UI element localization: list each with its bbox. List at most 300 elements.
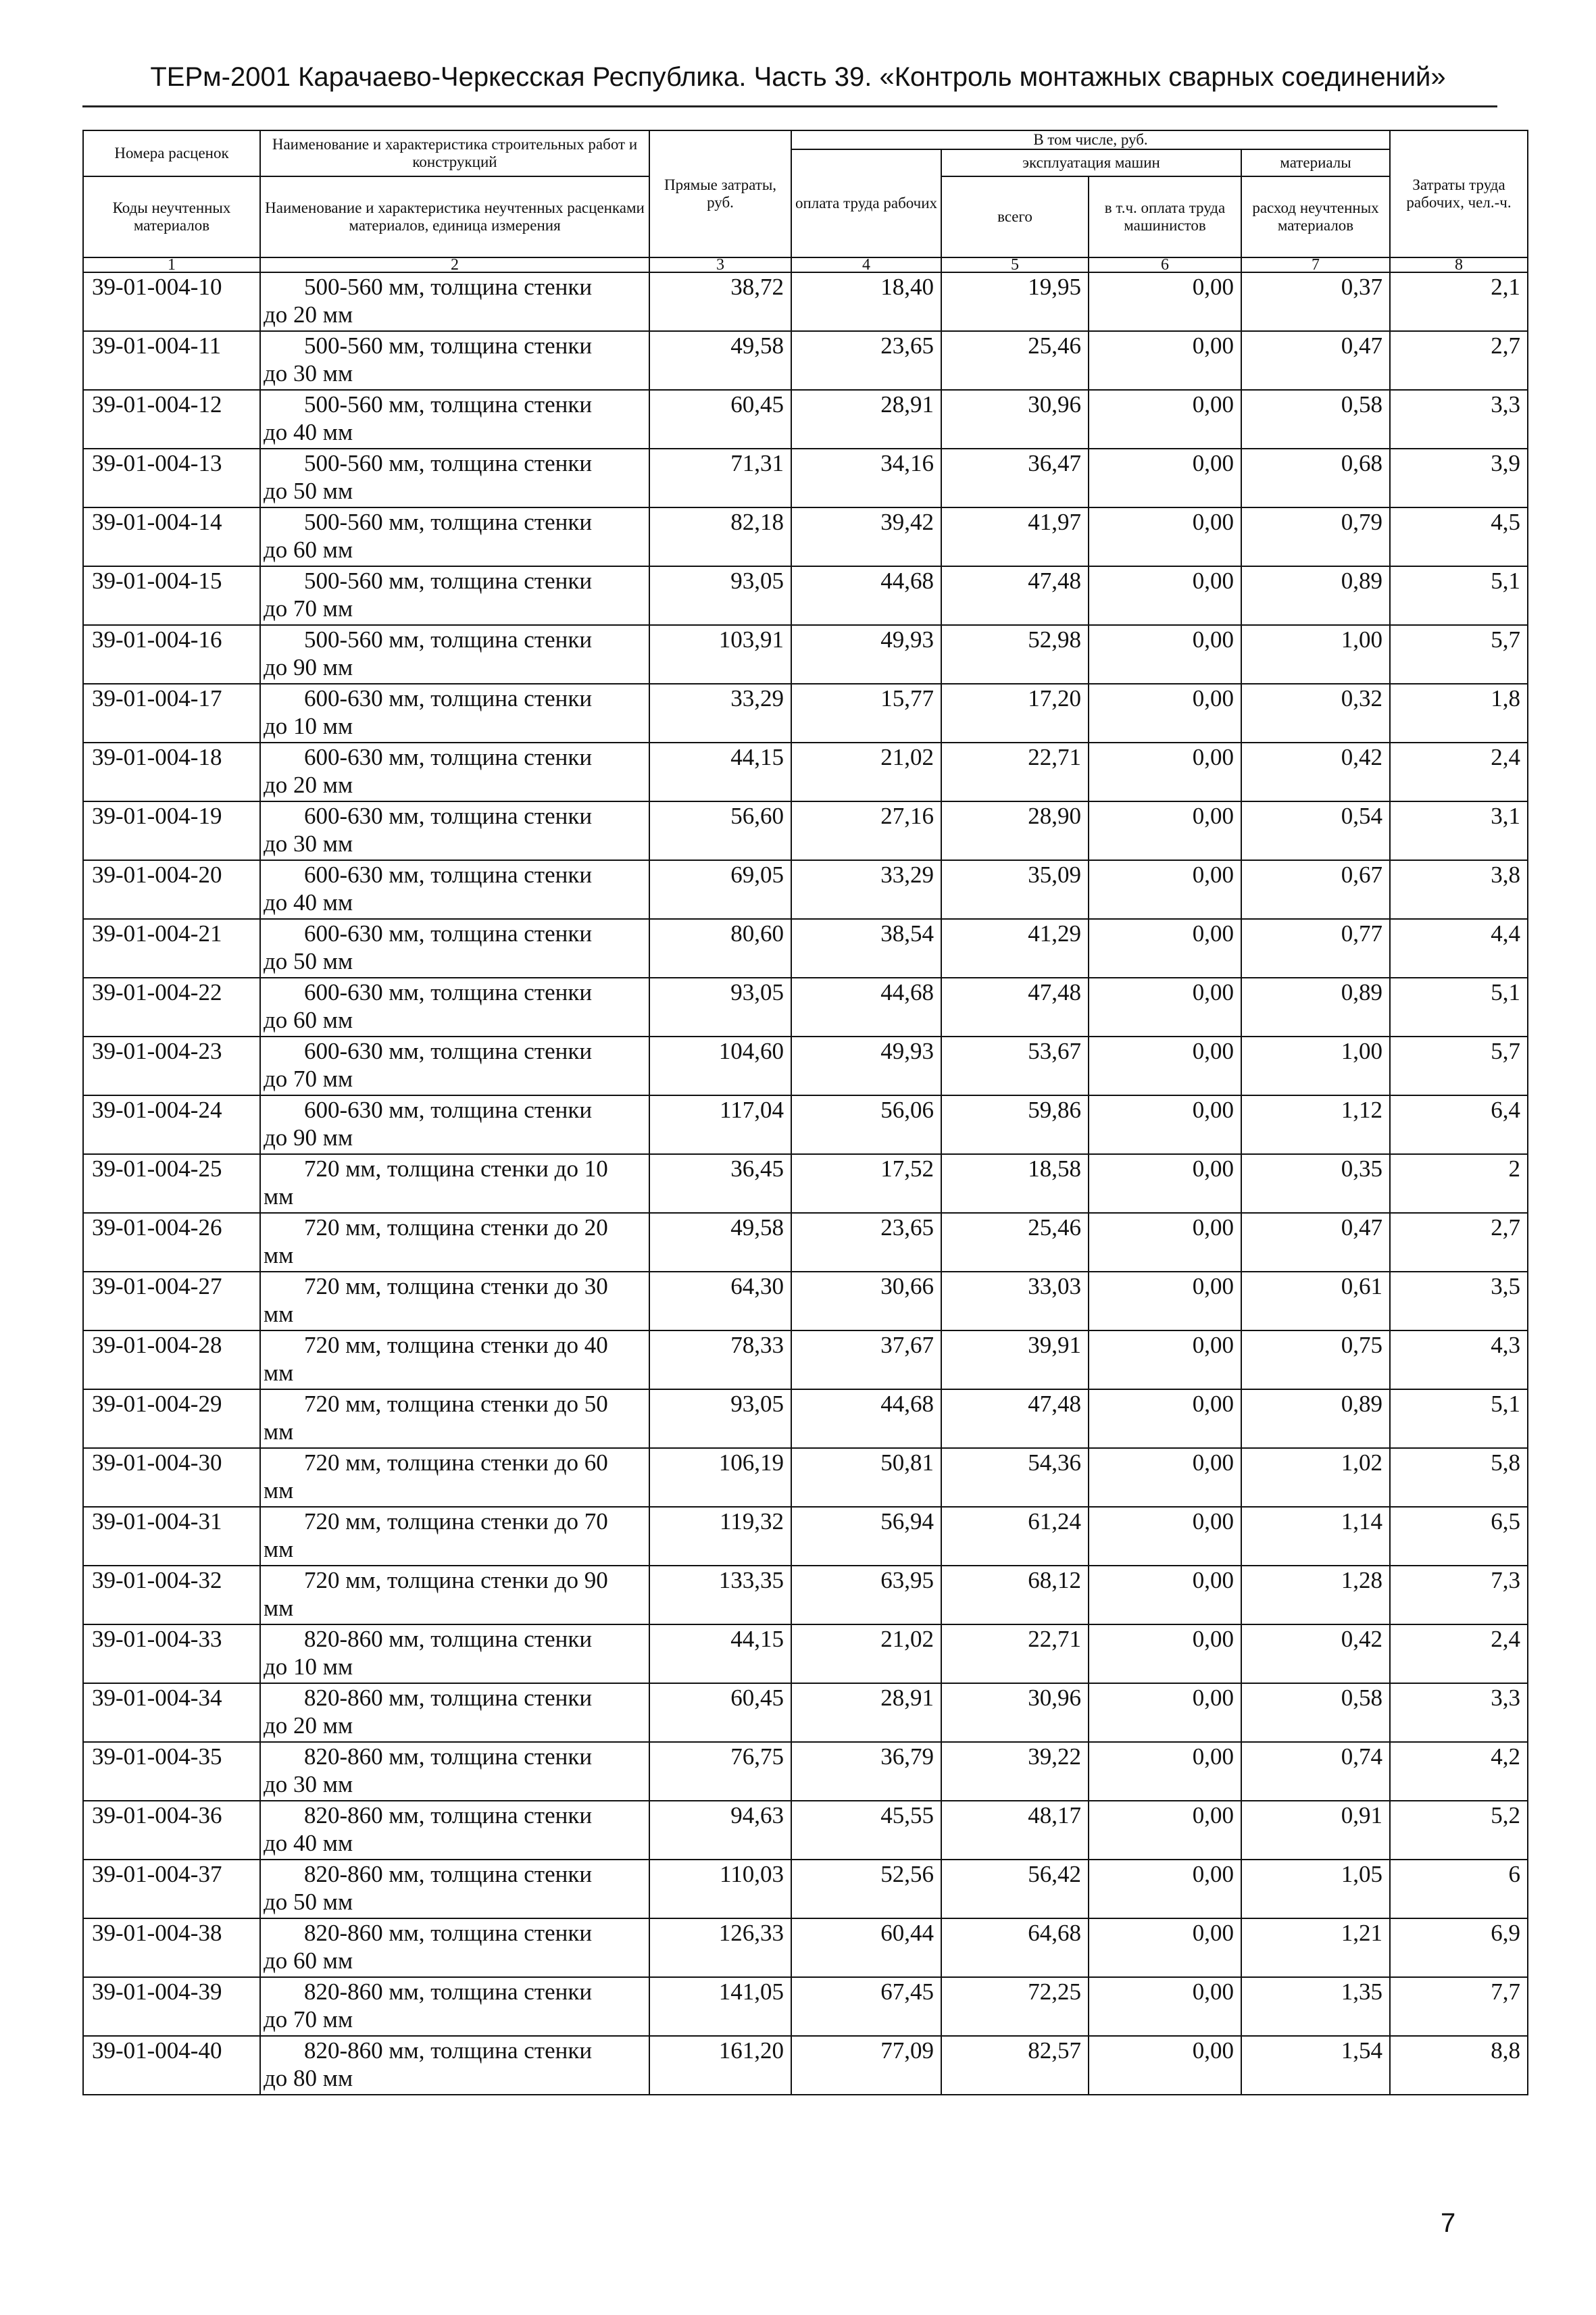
description-line-2: мм [264, 1183, 294, 1210]
machines-total-cell: 47,48 [941, 1389, 1089, 1448]
table-row [83, 1977, 1528, 2036]
worker-pay-cell: 39,42 [791, 507, 941, 566]
rate-code-cell: 39-01-004-39 [83, 1977, 260, 2036]
material-usage-cell: 0,77 [1241, 919, 1390, 978]
direct-cost-cell: 44,15 [649, 1624, 791, 1683]
rate-code-cell: 39-01-004-36 [83, 1801, 260, 1860]
direct-cost-cell: 141,05 [649, 1977, 791, 2036]
labor-hours-cell: 2,7 [1390, 331, 1528, 390]
description-cell [260, 1095, 649, 1154]
machines-total-cell: 25,46 [941, 331, 1089, 390]
direct-cost-cell: 60,45 [649, 1683, 791, 1742]
operator-pay-cell: 0,00 [1089, 1801, 1241, 1860]
description-cell [260, 860, 649, 919]
description-cell [260, 684, 649, 743]
worker-pay-cell: 34,16 [791, 449, 941, 507]
direct-cost-cell: 103,91 [649, 625, 791, 684]
table-row [83, 566, 1528, 625]
direct-cost-cell: 71,31 [649, 449, 791, 507]
material-usage-cell: 0,74 [1241, 1742, 1390, 1801]
description-line-2: до 50 мм [264, 1889, 353, 1915]
header-material-codes: Коды неучтенных материалов [83, 176, 260, 257]
rate-code-cell: 39-01-004-21 [83, 919, 260, 978]
worker-pay-cell: 33,29 [791, 860, 941, 919]
machines-total-cell: 28,90 [941, 801, 1089, 860]
rate-code-cell: 39-01-004-22 [83, 978, 260, 1037]
operator-pay-cell: 0,00 [1089, 684, 1241, 743]
labor-hours-cell: 2,7 [1390, 1213, 1528, 1272]
description-cell [260, 801, 649, 860]
description-line-1: 600-630 мм, толщина стенки [304, 920, 593, 947]
operator-pay-cell: 0,00 [1089, 1272, 1241, 1330]
operator-pay-cell: 0,00 [1089, 1742, 1241, 1801]
description-line-1: 720 мм, толщина стенки до 70 [304, 1508, 608, 1535]
rate-code-cell: 39-01-004-28 [83, 1330, 260, 1389]
header-material-usage: расход неучтенных материалов [1241, 176, 1390, 257]
direct-cost-cell: 133,35 [649, 1566, 791, 1624]
material-usage-cell: 1,28 [1241, 1566, 1390, 1624]
machines-total-cell: 68,12 [941, 1566, 1089, 1624]
rate-code-cell: 39-01-004-33 [83, 1624, 260, 1683]
worker-pay-cell: 37,67 [791, 1330, 941, 1389]
column-number: 8 [1390, 257, 1528, 272]
description-line-2: до 20 мм [264, 772, 353, 798]
table-row [83, 625, 1528, 684]
machines-total-cell: 17,20 [941, 684, 1089, 743]
labor-hours-cell: 6,9 [1390, 1918, 1528, 1977]
direct-cost-cell: 60,45 [649, 390, 791, 449]
labor-hours-cell: 2,1 [1390, 272, 1528, 331]
table-row [83, 1389, 1528, 1448]
description-line-2: мм [264, 1418, 294, 1445]
worker-pay-cell: 23,65 [791, 1213, 941, 1272]
rate-code-cell: 39-01-004-23 [83, 1037, 260, 1095]
operator-pay-cell: 0,00 [1089, 1154, 1241, 1213]
direct-cost-cell: 44,15 [649, 743, 791, 801]
labor-hours-cell: 5,7 [1390, 1037, 1528, 1095]
labor-hours-cell: 5,2 [1390, 1801, 1528, 1860]
description-cell [260, 1977, 649, 2036]
operator-pay-cell: 0,00 [1089, 566, 1241, 625]
description-line-2: мм [264, 1477, 294, 1503]
description-line-2: до 70 мм [264, 1066, 353, 1092]
operator-pay-cell: 0,00 [1089, 449, 1241, 507]
description-line-1: 600-630 мм, толщина стенки [304, 862, 593, 888]
description-line-2: до 30 мм [264, 830, 353, 857]
column-number: 7 [1241, 257, 1390, 272]
direct-cost-cell: 49,58 [649, 331, 791, 390]
material-usage-cell: 1,14 [1241, 1507, 1390, 1566]
material-usage-cell: 0,32 [1241, 684, 1390, 743]
description-line-1: 820-860 мм, толщина стенки [304, 1920, 593, 1946]
description-line-2: до 30 мм [264, 360, 353, 387]
direct-cost-cell: 104,60 [649, 1037, 791, 1095]
worker-pay-cell: 36,79 [791, 1742, 941, 1801]
operator-pay-cell: 0,00 [1089, 1389, 1241, 1448]
description-cell [260, 1918, 649, 1977]
column-number: 6 [1089, 257, 1241, 272]
table-row [83, 978, 1528, 1037]
description-cell [260, 566, 649, 625]
machines-total-cell: 72,25 [941, 1977, 1089, 2036]
description-cell [260, 1154, 649, 1213]
description-line-1: 500-560 мм, толщина стенки [304, 509, 593, 535]
labor-hours-cell: 4,2 [1390, 1742, 1528, 1801]
operator-pay-cell: 0,00 [1089, 1037, 1241, 1095]
table-row [83, 1272, 1528, 1330]
machines-total-cell: 30,96 [941, 390, 1089, 449]
description-line-2: до 10 мм [264, 1653, 353, 1680]
material-usage-cell: 1,21 [1241, 1918, 1390, 1977]
description-line-2: до 60 мм [264, 537, 353, 563]
description-line-2: до 80 мм [264, 2065, 353, 2091]
rate-code-cell: 39-01-004-24 [83, 1095, 260, 1154]
description-line-2: до 40 мм [264, 419, 353, 445]
table-row [83, 1330, 1528, 1389]
labor-hours-cell: 2,4 [1390, 743, 1528, 801]
table-row [83, 1801, 1528, 1860]
description-cell [260, 1624, 649, 1683]
description-line-1: 820-860 мм, толщина стенки [304, 1685, 593, 1711]
description-line-2: до 90 мм [264, 654, 353, 680]
machines-total-cell: 53,67 [941, 1037, 1089, 1095]
material-usage-cell: 0,67 [1241, 860, 1390, 919]
rate-code-cell: 39-01-004-34 [83, 1683, 260, 1742]
header-including: В том числе, руб. [791, 130, 1390, 149]
operator-pay-cell: 0,00 [1089, 1566, 1241, 1624]
description-line-2: до 60 мм [264, 1007, 353, 1033]
labor-hours-cell: 3,8 [1390, 860, 1528, 919]
labor-hours-cell: 7,3 [1390, 1566, 1528, 1624]
direct-cost-cell: 78,33 [649, 1330, 791, 1389]
table-row [83, 1683, 1528, 1742]
worker-pay-cell: 60,44 [791, 1918, 941, 1977]
description-cell [260, 1448, 649, 1507]
description-cell [260, 390, 649, 449]
table-row [83, 390, 1528, 449]
labor-hours-cell: 3,3 [1390, 1683, 1528, 1742]
description-cell [260, 1037, 649, 1095]
description-line-1: 720 мм, толщина стенки до 50 [304, 1391, 608, 1417]
rate-code-cell: 39-01-004-38 [83, 1918, 260, 1977]
operator-pay-cell: 0,00 [1089, 1918, 1241, 1977]
rate-code-cell: 39-01-004-29 [83, 1389, 260, 1448]
table-row [83, 507, 1528, 566]
description-line-2: до 90 мм [264, 1124, 353, 1151]
column-numbers-row [83, 257, 1528, 272]
worker-pay-cell: 17,52 [791, 1154, 941, 1213]
worker-pay-cell: 52,56 [791, 1860, 941, 1918]
labor-hours-cell: 2 [1390, 1154, 1528, 1213]
operator-pay-cell: 0,00 [1089, 1977, 1241, 2036]
rate-code-cell: 39-01-004-13 [83, 449, 260, 507]
material-usage-cell: 0,54 [1241, 801, 1390, 860]
table-row [83, 1037, 1528, 1095]
worker-pay-cell: 49,93 [791, 625, 941, 684]
description-line-2: до 40 мм [264, 889, 353, 916]
description-cell [260, 919, 649, 978]
labor-hours-cell: 3,5 [1390, 1272, 1528, 1330]
header-work-description: Наименование и характеристика строительных работ и конструкций [260, 130, 649, 176]
labor-hours-cell: 5,7 [1390, 625, 1528, 684]
operator-pay-cell: 0,00 [1089, 1683, 1241, 1742]
material-usage-cell: 0,75 [1241, 1330, 1390, 1389]
machines-total-cell: 61,24 [941, 1507, 1089, 1566]
description-line-2: мм [264, 1242, 294, 1268]
operator-pay-cell: 0,00 [1089, 978, 1241, 1037]
labor-hours-cell: 3,1 [1390, 801, 1528, 860]
rate-code-cell: 39-01-004-32 [83, 1566, 260, 1624]
description-line-2: до 10 мм [264, 713, 353, 739]
material-usage-cell: 1,12 [1241, 1095, 1390, 1154]
description-line-1: 500-560 мм, толщина стенки [304, 626, 593, 653]
worker-pay-cell: 67,45 [791, 1977, 941, 2036]
description-line-2: до 40 мм [264, 1830, 353, 1856]
description-cell [260, 1507, 649, 1566]
table-row [83, 684, 1528, 743]
operator-pay-cell: 0,00 [1089, 801, 1241, 860]
column-number: 2 [260, 257, 649, 272]
rate-code-cell: 39-01-004-20 [83, 860, 260, 919]
machines-total-cell: 25,46 [941, 1213, 1089, 1272]
rate-code-cell: 39-01-004-35 [83, 1742, 260, 1801]
description-cell [260, 1566, 649, 1624]
operator-pay-cell: 0,00 [1089, 1860, 1241, 1918]
description-line-1: 500-560 мм, толщина стенки [304, 450, 593, 476]
labor-hours-cell: 5,1 [1390, 978, 1528, 1037]
material-usage-cell: 0,42 [1241, 1624, 1390, 1683]
description-line-1: 600-630 мм, толщина стенки [304, 979, 593, 1005]
column-number: 4 [791, 257, 941, 272]
material-usage-cell: 1,54 [1241, 2036, 1390, 2095]
worker-pay-cell: 28,91 [791, 1683, 941, 1742]
description-line-2: мм [264, 1595, 294, 1621]
labor-hours-cell: 1,8 [1390, 684, 1528, 743]
table-row [83, 1213, 1528, 1272]
rate-code-cell: 39-01-004-30 [83, 1448, 260, 1507]
material-usage-cell: 0,47 [1241, 331, 1390, 390]
column-number: 5 [941, 257, 1089, 272]
header-machine-operation: эксплуатация машин [941, 149, 1241, 176]
page-title: ТЕРм-2001 Карачаево-Черкесская Республика. Часть 39. «Контроль монтажных сварных соединений» [150, 62, 1446, 92]
machines-total-cell: 59,86 [941, 1095, 1089, 1154]
header-direct-costs: Прямые затраты, руб. [649, 130, 791, 257]
rate-code-cell: 39-01-004-26 [83, 1213, 260, 1272]
table-row [83, 801, 1528, 860]
operator-pay-cell: 0,00 [1089, 919, 1241, 978]
labor-hours-cell: 5,8 [1390, 1448, 1528, 1507]
rate-code-cell: 39-01-004-14 [83, 507, 260, 566]
direct-cost-cell: 36,45 [649, 1154, 791, 1213]
material-usage-cell: 0,42 [1241, 743, 1390, 801]
description-line-2: до 70 мм [264, 595, 353, 622]
labor-hours-cell: 3,9 [1390, 449, 1528, 507]
worker-pay-cell: 56,94 [791, 1507, 941, 1566]
operator-pay-cell: 0,00 [1089, 1095, 1241, 1154]
labor-hours-cell: 4,3 [1390, 1330, 1528, 1389]
labor-hours-cell: 8,8 [1390, 2036, 1528, 2095]
operator-pay-cell: 0,00 [1089, 390, 1241, 449]
direct-cost-cell: 64,30 [649, 1272, 791, 1330]
description-line-1: 820-860 мм, толщина стенки [304, 1802, 593, 1828]
description-line-1: 500-560 мм, толщина стенки [304, 391, 593, 418]
description-line-2: до 50 мм [264, 478, 353, 504]
worker-pay-cell: 23,65 [791, 331, 941, 390]
machines-total-cell: 33,03 [941, 1272, 1089, 1330]
description-cell [260, 1330, 649, 1389]
material-usage-cell: 1,05 [1241, 1860, 1390, 1918]
table-row [83, 1448, 1528, 1507]
column-number: 1 [83, 257, 260, 272]
description-line-2: до 20 мм [264, 301, 353, 328]
machines-total-cell: 47,48 [941, 566, 1089, 625]
description-cell [260, 331, 649, 390]
operator-pay-cell: 0,00 [1089, 1507, 1241, 1566]
material-usage-cell: 0,89 [1241, 566, 1390, 625]
labor-hours-cell: 4,4 [1390, 919, 1528, 978]
header-worker-pay: оплата труда рабочих [791, 149, 941, 257]
description-line-1: 720 мм, толщина стенки до 20 [304, 1214, 608, 1241]
rate-code-cell: 39-01-004-18 [83, 743, 260, 801]
material-usage-cell: 0,58 [1241, 1683, 1390, 1742]
direct-cost-cell: 38,72 [649, 272, 791, 331]
table-row [83, 860, 1528, 919]
description-line-1: 820-860 мм, толщина стенки [304, 2037, 593, 2064]
page-number: 7 [1441, 2208, 1456, 2238]
description-cell [260, 1860, 649, 1918]
description-line-1: 820-860 мм, толщина стенки [304, 1626, 593, 1652]
description-cell [260, 1213, 649, 1272]
worker-pay-cell: 27,16 [791, 801, 941, 860]
machines-total-cell: 22,71 [941, 1624, 1089, 1683]
rate-code-cell: 39-01-004-27 [83, 1272, 260, 1330]
table-row [83, 331, 1528, 390]
table-row [83, 1507, 1528, 1566]
description-line-1: 600-630 мм, толщина стенки [304, 1038, 593, 1064]
material-usage-cell: 0,91 [1241, 1801, 1390, 1860]
operator-pay-cell: 0,00 [1089, 331, 1241, 390]
material-usage-cell: 0,89 [1241, 1389, 1390, 1448]
machines-total-cell: 64,68 [941, 1918, 1089, 1977]
worker-pay-cell: 28,91 [791, 390, 941, 449]
description-cell [260, 1272, 649, 1330]
table-row [83, 1742, 1528, 1801]
worker-pay-cell: 77,09 [791, 2036, 941, 2095]
worker-pay-cell: 30,66 [791, 1272, 941, 1330]
labor-hours-cell: 5,1 [1390, 1389, 1528, 1448]
operator-pay-cell: 0,00 [1089, 1330, 1241, 1389]
description-line-1: 600-630 мм, толщина стенки [304, 744, 593, 770]
description-line-2: до 30 мм [264, 1771, 353, 1797]
rate-code-cell: 39-01-004-15 [83, 566, 260, 625]
table-body [83, 272, 1528, 2095]
description-line-2: до 70 мм [264, 2006, 353, 2033]
worker-pay-cell: 38,54 [791, 919, 941, 978]
rate-code-cell: 39-01-004-10 [83, 272, 260, 331]
worker-pay-cell: 44,68 [791, 1389, 941, 1448]
description-cell [260, 978, 649, 1037]
direct-cost-cell: 93,05 [649, 1389, 791, 1448]
labor-hours-cell: 6,4 [1390, 1095, 1528, 1154]
worker-pay-cell: 63,95 [791, 1566, 941, 1624]
header-materials: материалы [1241, 149, 1390, 176]
machines-total-cell: 19,95 [941, 272, 1089, 331]
worker-pay-cell: 50,81 [791, 1448, 941, 1507]
machines-total-cell: 54,36 [941, 1448, 1089, 1507]
table-row [83, 1860, 1528, 1918]
title-rule [82, 105, 1497, 107]
description-line-1: 720 мм, толщина стенки до 40 [304, 1332, 608, 1358]
description-line-1: 500-560 мм, толщина стенки [304, 274, 593, 300]
description-line-1: 720 мм, толщина стенки до 10 [304, 1155, 608, 1182]
description-line-1: 600-630 мм, толщина стенки [304, 803, 593, 829]
direct-cost-cell: 69,05 [649, 860, 791, 919]
description-line-2: мм [264, 1536, 294, 1562]
column-number: 3 [649, 257, 791, 272]
header-operator-pay: в т.ч. оплата труда машинистов [1089, 176, 1241, 257]
machines-total-cell: 39,91 [941, 1330, 1089, 1389]
description-cell [260, 1742, 649, 1801]
operator-pay-cell: 0,00 [1089, 860, 1241, 919]
direct-cost-cell: 80,60 [649, 919, 791, 978]
material-usage-cell: 1,00 [1241, 1037, 1390, 1095]
worker-pay-cell: 49,93 [791, 1037, 941, 1095]
description-line-1: 720 мм, толщина стенки до 90 [304, 1567, 608, 1593]
description-cell [260, 743, 649, 801]
rate-code-cell: 39-01-004-17 [83, 684, 260, 743]
description-line-1: 820-860 мм, толщина стенки [304, 1861, 593, 1887]
description-line-1: 820-860 мм, толщина стенки [304, 1978, 593, 2005]
machines-total-cell: 48,17 [941, 1801, 1089, 1860]
description-line-2: до 60 мм [264, 1947, 353, 1974]
material-usage-cell: 0,79 [1241, 507, 1390, 566]
direct-cost-cell: 76,75 [649, 1742, 791, 1801]
price-table [82, 130, 1528, 2095]
description-cell [260, 625, 649, 684]
worker-pay-cell: 44,68 [791, 566, 941, 625]
description-line-1: 820-860 мм, толщина стенки [304, 1743, 593, 1770]
description-cell [260, 449, 649, 507]
header-machines-total: всего [941, 176, 1089, 257]
worker-pay-cell: 45,55 [791, 1801, 941, 1860]
labor-hours-cell: 6 [1390, 1860, 1528, 1918]
header-material-description: Наименование и характеристика неучтенных расценками материалов, единица измерения [260, 176, 649, 257]
direct-cost-cell: 56,60 [649, 801, 791, 860]
material-usage-cell: 0,37 [1241, 272, 1390, 331]
material-usage-cell: 0,61 [1241, 1272, 1390, 1330]
worker-pay-cell: 44,68 [791, 978, 941, 1037]
description-line-2: мм [264, 1360, 294, 1386]
direct-cost-cell: 117,04 [649, 1095, 791, 1154]
description-cell [260, 507, 649, 566]
rate-code-cell: 39-01-004-16 [83, 625, 260, 684]
table-row [83, 272, 1528, 331]
table-row [83, 1918, 1528, 1977]
direct-cost-cell: 161,20 [649, 2036, 791, 2095]
machines-total-cell: 47,48 [941, 978, 1089, 1037]
material-usage-cell: 0,89 [1241, 978, 1390, 1037]
machines-total-cell: 18,58 [941, 1154, 1089, 1213]
header-labor-hours: Затраты труда рабочих, чел.-ч. [1390, 130, 1528, 257]
description-line-1: 600-630 мм, толщина стенки [304, 685, 593, 712]
direct-cost-cell: 126,33 [649, 1918, 791, 1977]
description-line-1: 720 мм, толщина стенки до 60 [304, 1449, 608, 1476]
operator-pay-cell: 0,00 [1089, 1448, 1241, 1507]
machines-total-cell: 22,71 [941, 743, 1089, 801]
description-line-2: мм [264, 1301, 294, 1327]
table-row [83, 2036, 1528, 2095]
direct-cost-cell: 119,32 [649, 1507, 791, 1566]
